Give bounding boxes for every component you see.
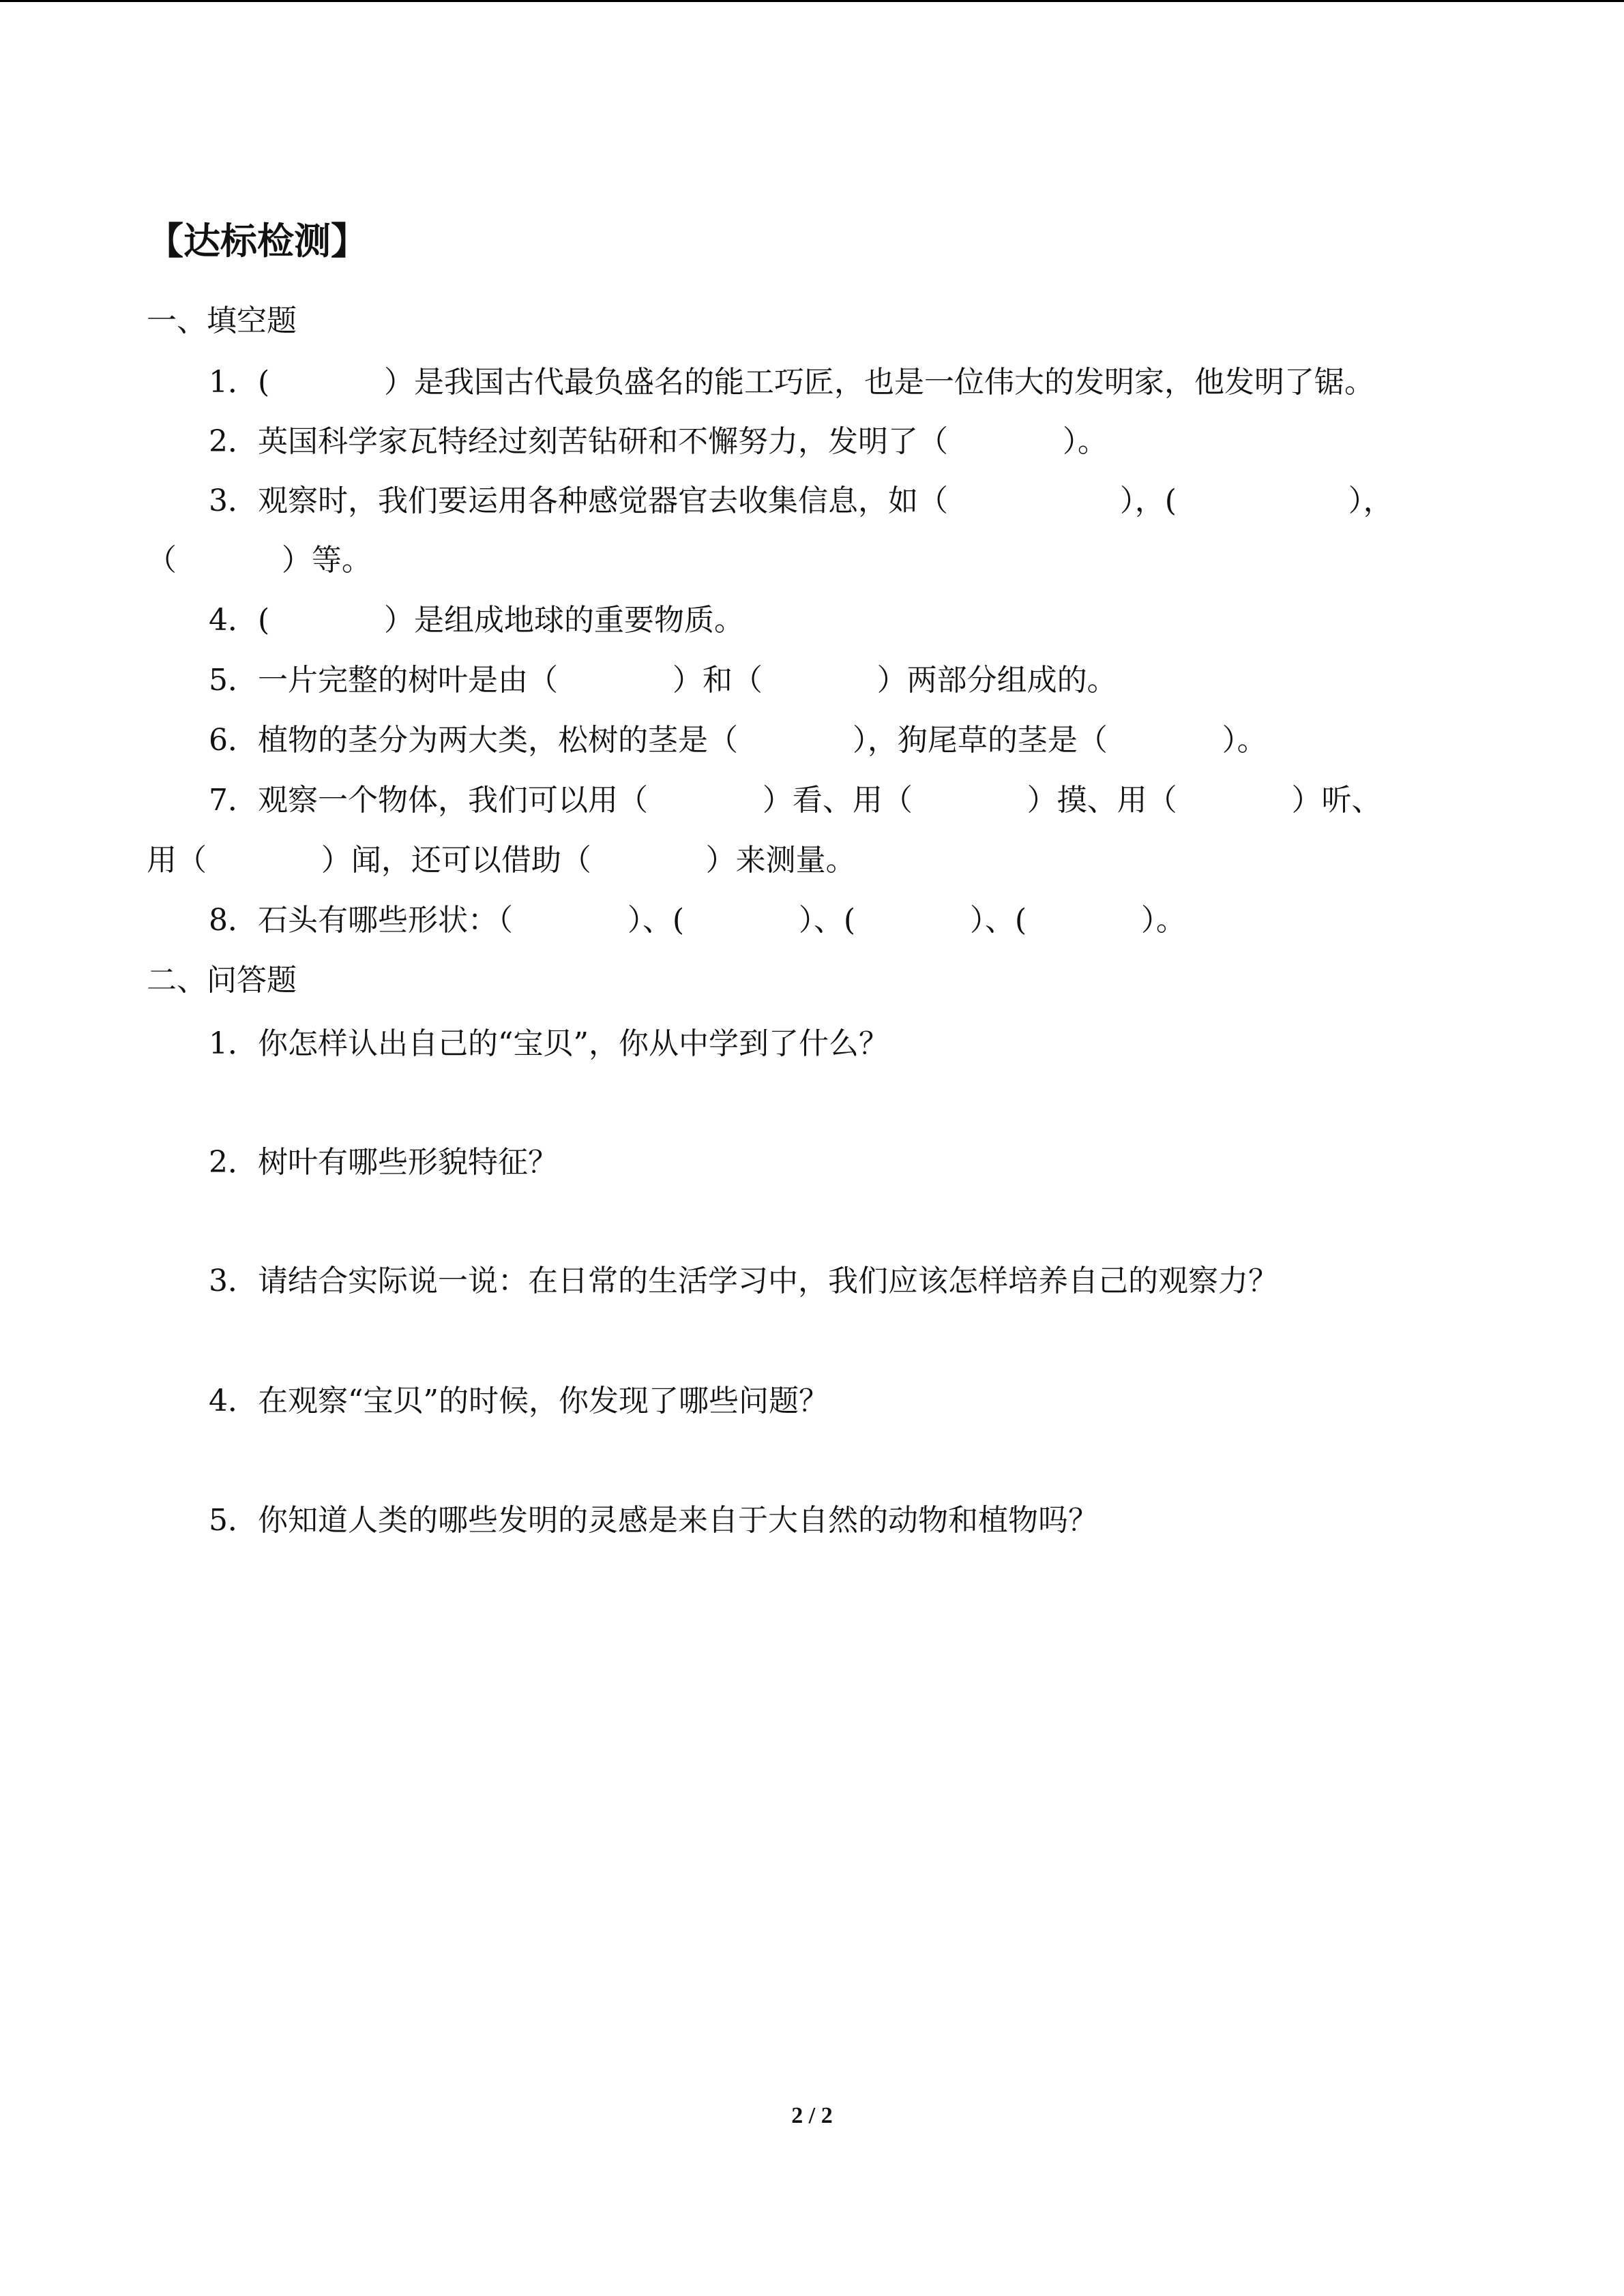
fill-in-question-7: 7．观察一个物体，我们可以用（ ）看、用（ ）摸、用（ ）听、 <box>209 783 1382 818</box>
fill-in-question-5: 5．一片完整的树叶是由（ ）和（ ）两部分组成的。 <box>209 663 1117 698</box>
short-answer-question-1: 1．你怎样认出自己的“宝贝”，你从中学到了什么？ <box>209 1026 889 1061</box>
short-answer-section-title: 二、问答题 <box>147 963 297 998</box>
page-number: 2 / 2 <box>791 2103 833 2128</box>
short-answer-question-2: 2．树叶有哪些形貌特征？ <box>209 1145 558 1180</box>
short-answer-question-5: 5．你知道人类的哪些发明的灵感是来自于大自然的动物和植物吗？ <box>209 1503 1098 1538</box>
short-answer-question-4: 4．在观察“宝贝”的时候，你发现了哪些问题？ <box>209 1384 829 1418</box>
fill-in-question-3-continued: （ ）等。 <box>147 543 372 578</box>
fill-in-question-2: 2．英国科学家瓦特经过刻苦钻研和不懈努力，发明了（ ）。 <box>209 424 1108 459</box>
fill-in-question-7-continued: 用（ ）闻，还可以借助（ ）来测量。 <box>147 843 856 878</box>
fill-in-question-4: 4．( ）是组成地球的重要物质。 <box>209 603 744 638</box>
short-answer-question-3: 3．请结合实际说一说：在日常的生活学习中，我们应该怎样培养自己的观察力？ <box>209 1264 1278 1298</box>
fill-in-section-title: 一、填空题 <box>147 303 297 338</box>
fill-in-question-6: 6．植物的茎分为两大类，松树的茎是（ ），狗尾草的茎是（ ）。 <box>209 723 1267 758</box>
section-heading: 【达标检测】 <box>147 219 368 263</box>
fill-in-question-8: 8．石头有哪些形状：（ ）、( ）、( ）、( ）。 <box>209 903 1186 938</box>
fill-in-question-1: 1．( ）是我国古代最负盛名的能工巧匠，也是一位伟大的发明家，他发明了锯。 <box>209 365 1374 400</box>
fill-in-question-3: 3．观察时，我们要运用各种感觉器官去收集信息，如（ ），( ）， <box>209 483 1393 518</box>
